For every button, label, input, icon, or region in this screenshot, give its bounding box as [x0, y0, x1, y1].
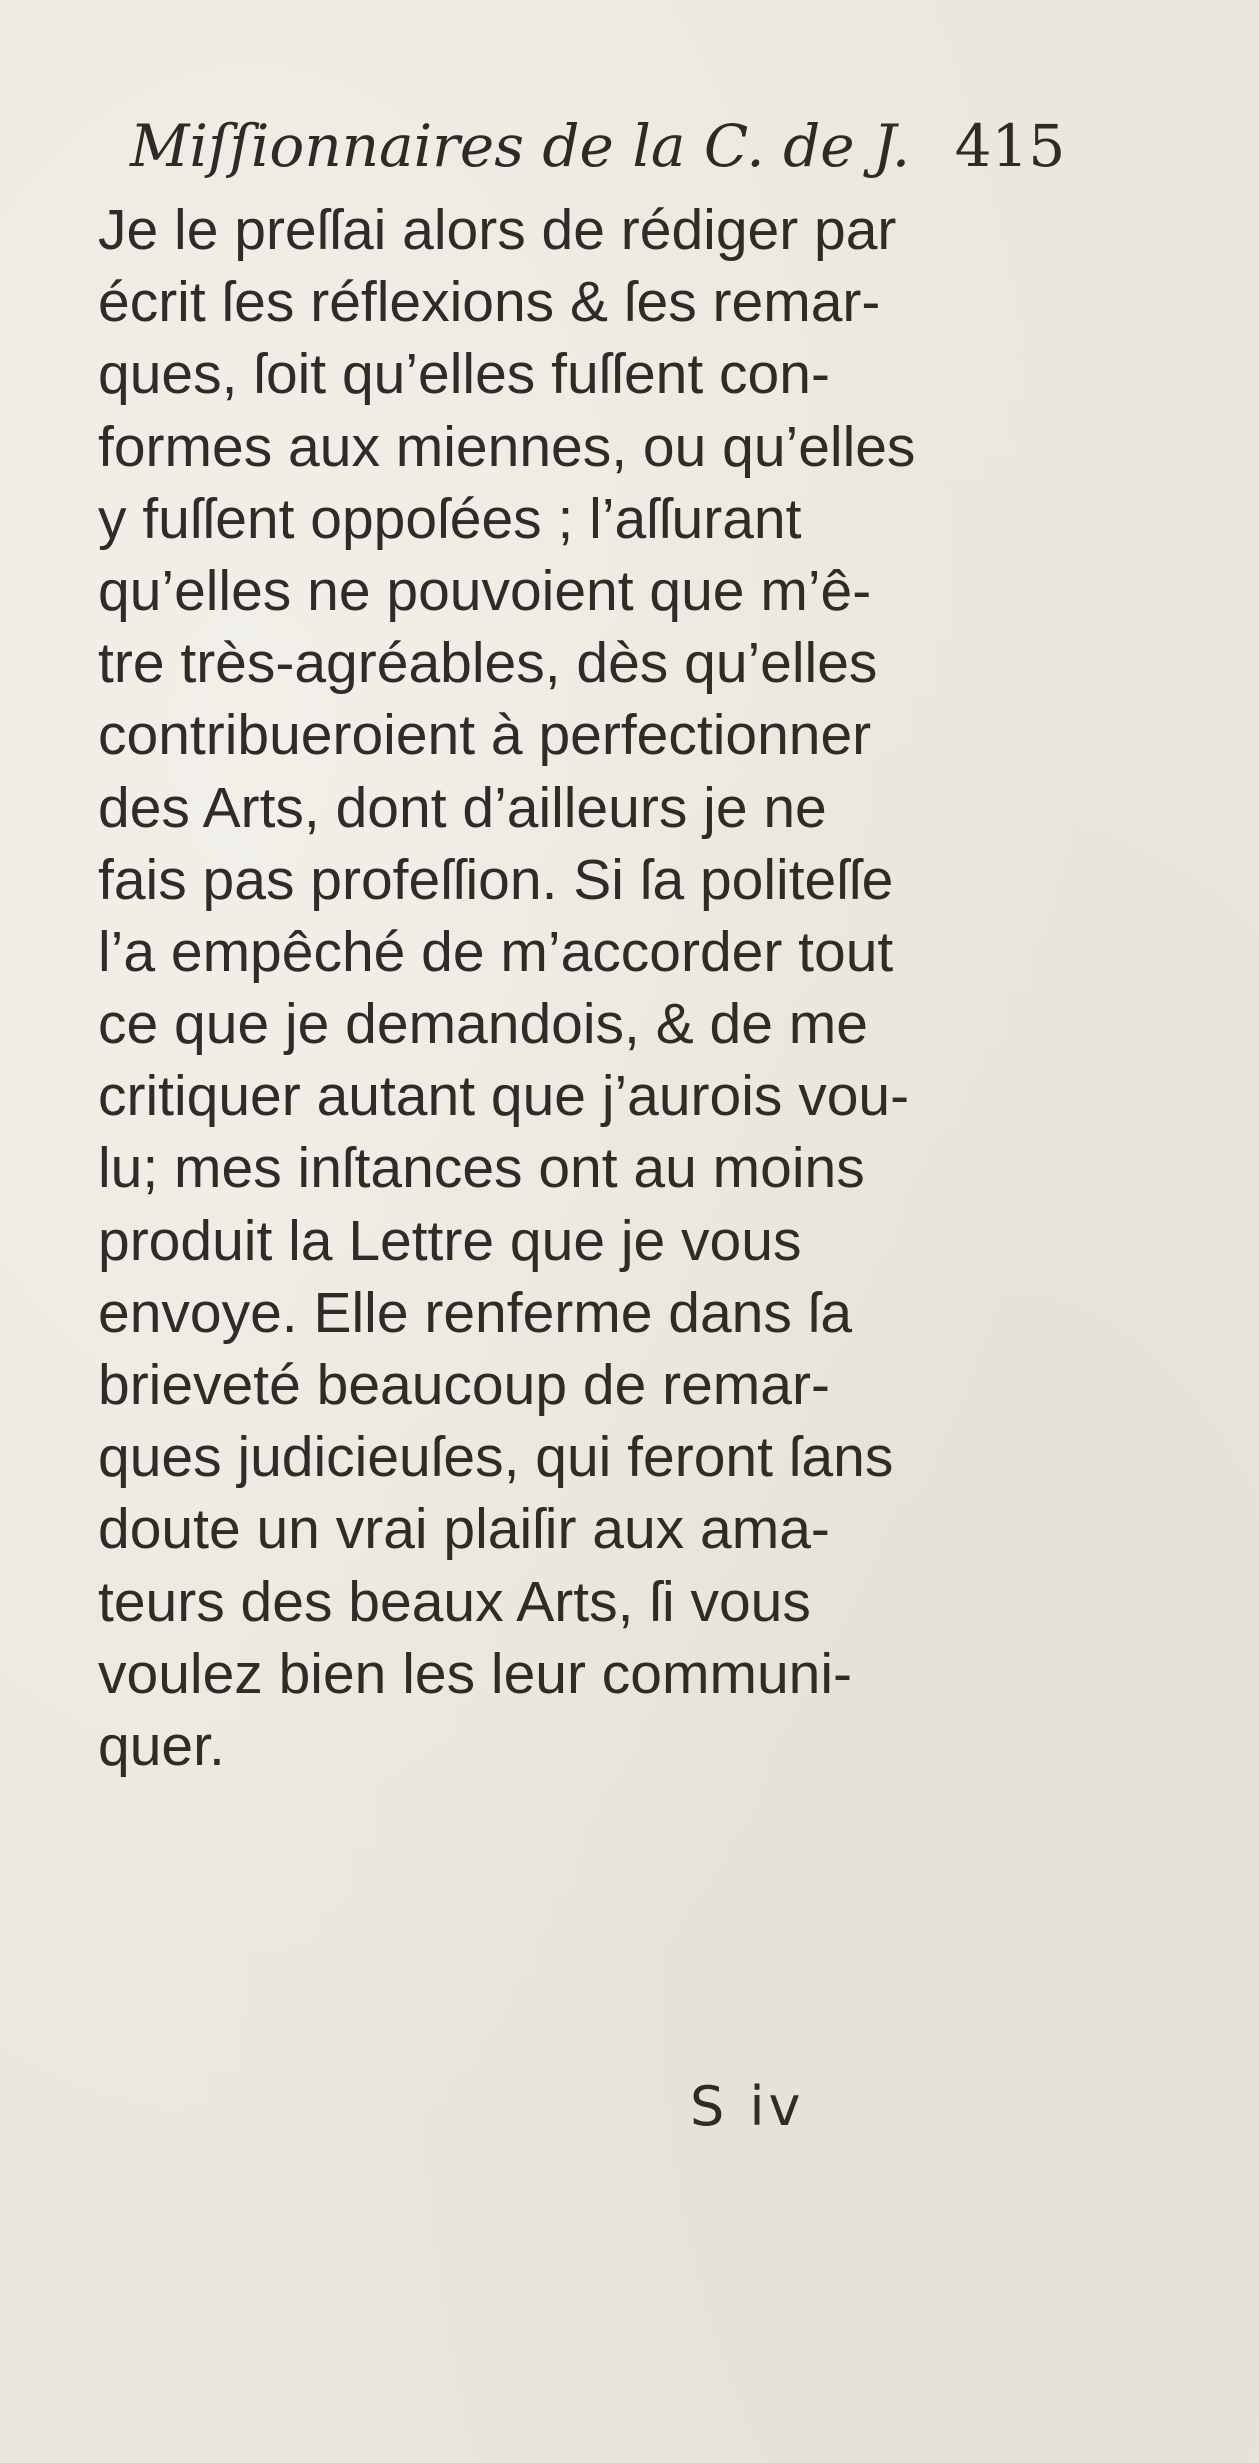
text-line: quer. [98, 1713, 225, 1778]
text-line: envoye. Elle renferme dans ſa [98, 1280, 853, 1345]
text-line: des Arts, dont d’ailleurs je ne [98, 775, 827, 840]
text-line: lu; mes inſtances ont au moins [98, 1136, 865, 1201]
text-line: tre très-agréables, dès qu’elles [98, 631, 878, 696]
text-line: contribueroient à perfectionner [98, 703, 872, 768]
page-number: 415 [954, 112, 1066, 180]
signature-mark: S iv [690, 2075, 805, 2138]
text-line: teurs des beaux Arts, ſi vous [98, 1569, 811, 1634]
text-line: qu’elles ne pouvoient que m’ê- [98, 558, 872, 623]
text-line: produit la Lettre que je vous [98, 1208, 802, 1273]
text-line: ques judicieuſes, qui feront ſans [98, 1425, 894, 1490]
text-line: Je le preſſai alors de rédiger par [98, 198, 897, 262]
text-line: fais pas profeſſion. Si ſa politeſſe [98, 847, 894, 912]
text-line: l’a empêché de m’accorder tout [98, 919, 894, 984]
text-line: critiquer autant que j’aurois vou- [98, 1064, 910, 1129]
body-paragraph [98, 194, 1148, 1782]
text-line: formes aux miennes, ou qu’elles [98, 414, 916, 479]
text-line: ce que je demandois, & de me [98, 992, 868, 1057]
text-line: voulez bien les leur communi- [98, 1641, 852, 1706]
text-line: doute un vrai plaiſir aux ama- [98, 1497, 830, 1562]
running-title: Miſſionnaires de la C. de J. [130, 112, 911, 180]
text-line: y fuſſent oppoſées ; l’aſſurant [98, 486, 802, 551]
running-head [130, 112, 1130, 180]
text-line: écrit ſes réflexions & ſes remar- [98, 270, 881, 335]
text-line: ques, ſoit qu’elles fuſſent con- [98, 342, 830, 407]
text-line: brieveté beaucoup de remar- [98, 1353, 830, 1417]
